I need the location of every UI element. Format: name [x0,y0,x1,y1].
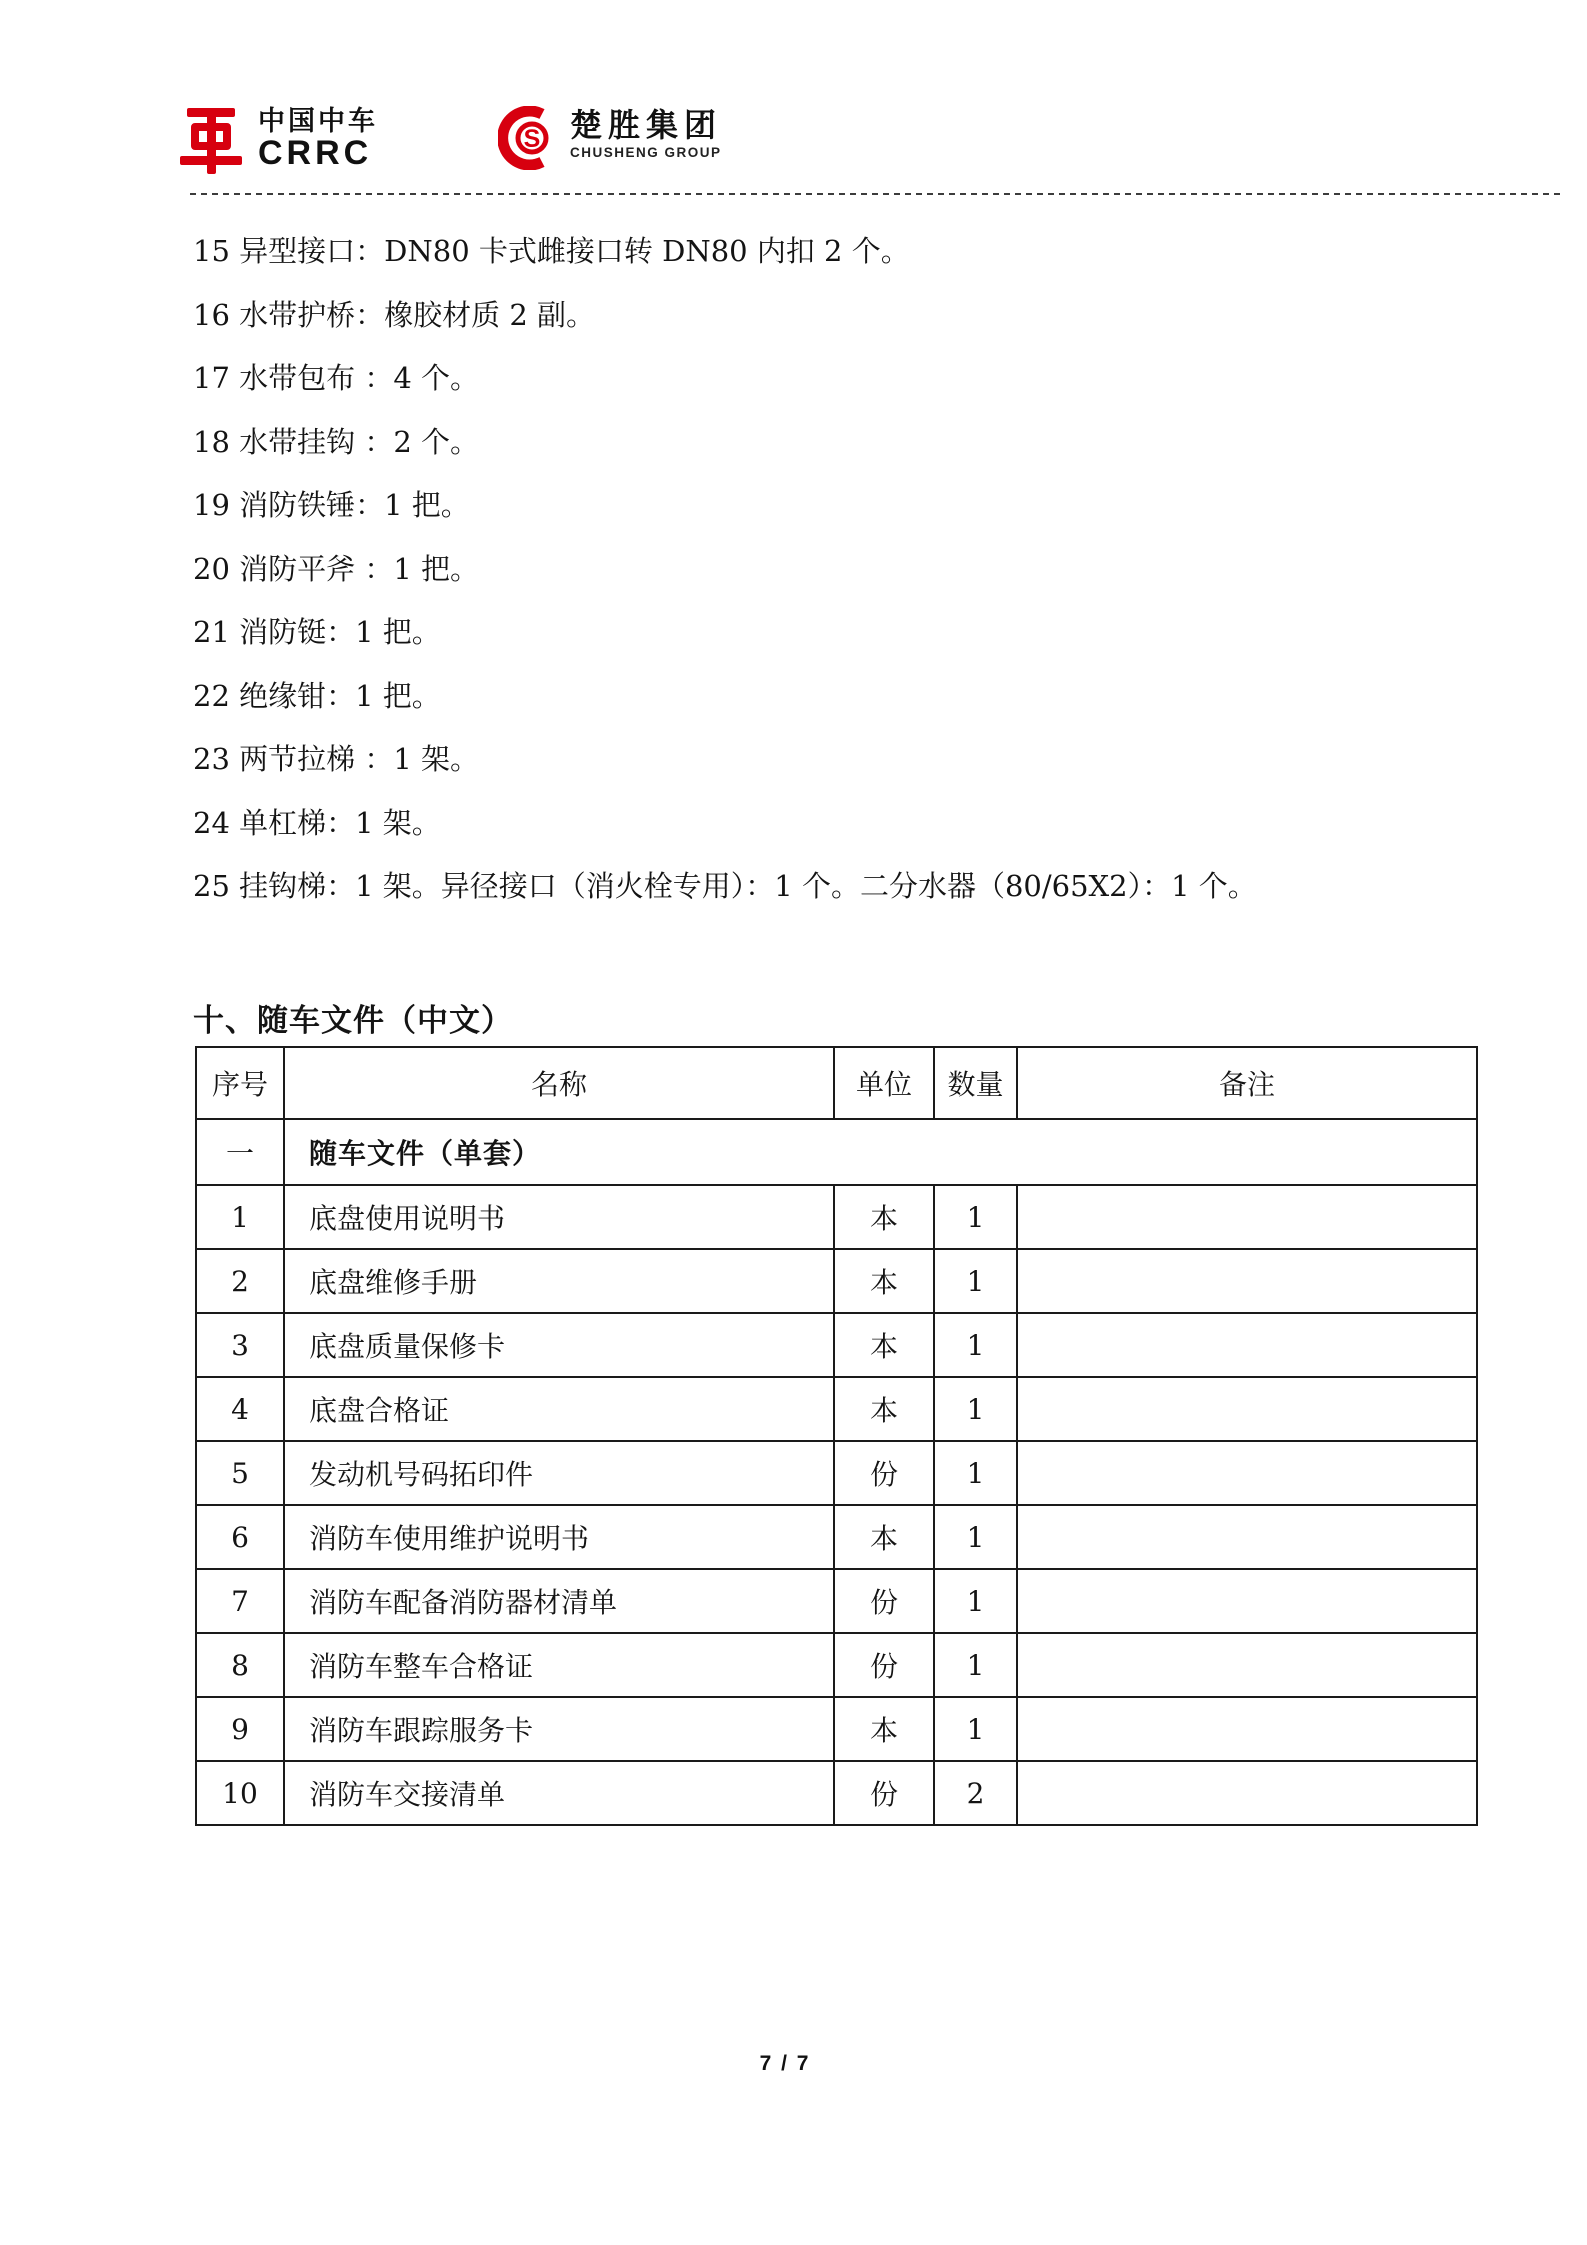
table-row [196,1761,1477,1825]
no-cell: 10 [196,1761,284,1825]
name-cell: 消防车整车合格证 [284,1633,834,1697]
unit-cell: 份 [834,1569,934,1633]
name-cell: 底盘质量保修卡 [284,1313,834,1377]
column-header-note: 备注 [1017,1047,1477,1119]
section-title: 十、随车文件（中文） [193,1003,513,1039]
unit-cell: 本 [834,1249,934,1313]
no-cell: 5 [196,1441,284,1505]
unit-cell: 本 [834,1377,934,1441]
list-item: 15 异型接口：DN80 卡式雌接口转 DN80 内扣 2 个。 [193,234,910,269]
unit-cell: 份 [834,1441,934,1505]
list-item: 22 绝缘钳：1 把。 [193,678,441,713]
name-cell: 底盘合格证 [284,1377,834,1441]
table-row [196,1185,1477,1249]
note-cell [1017,1633,1477,1697]
name-cell: 底盘维修手册 [284,1249,834,1313]
header-divider [190,193,1565,195]
note-cell [1017,1377,1477,1441]
note-cell [1017,1441,1477,1505]
list-item: 20 消防平斧 ：1 把。 [193,551,480,586]
chusheng-text [570,106,722,162]
note-cell [1017,1185,1477,1249]
unit-cell: 本 [834,1313,934,1377]
note-cell [1017,1761,1477,1825]
list-item: 24 单杠梯：1 架。 [193,805,441,840]
crrc-logo [258,106,378,170]
note-cell [1017,1697,1477,1761]
name-cell: 消防车交接清单 [284,1761,834,1825]
note-cell [1017,1249,1477,1313]
no-cell: 6 [196,1505,284,1569]
table-row [196,1697,1477,1761]
list-item: 19 消防铁锤：1 把。 [193,488,470,523]
table-header-row [196,1047,1477,1119]
chusheng-name-cn: 楚胜集团 [570,107,723,143]
unit-cell: 份 [834,1761,934,1825]
chusheng-logo [498,106,722,170]
qty-cell: 1 [934,1697,1017,1761]
unit-cell: 本 [834,1505,934,1569]
list-item: 17 水带包布 ：4 个。 [193,361,480,396]
no-cell: 7 [196,1569,284,1633]
page-header [180,106,722,178]
table-row [196,1377,1477,1441]
chusheng-logo-icon [498,106,556,170]
table-group-row [196,1119,1477,1185]
list-item: 23 两节拉梯 ：1 架。 [193,742,480,777]
note-cell [1017,1313,1477,1377]
list-item: 18 水带挂钩 ：2 个。 [193,424,480,459]
unit-cell: 本 [834,1185,934,1249]
documents-table [195,1046,1478,1826]
table-row [196,1633,1477,1697]
qty-cell: 1 [934,1569,1017,1633]
chusheng-name-en: CHUSHENG GROUP [570,145,722,160]
list-item: 21 消防铤：1 把。 [193,615,441,650]
list-item: 16 水带护桥：橡胶材质 2 副。 [193,297,596,332]
list-item: 25 挂钩梯：1 架。异径接口（消火栓专用）：1 个。二分水器（80/65X2）：1 个。 [193,869,1257,904]
no-cell: 1 [196,1185,284,1249]
qty-cell: 2 [934,1761,1017,1825]
group-no-cell: 一 [196,1119,284,1185]
no-cell: 9 [196,1697,284,1761]
table-row [196,1441,1477,1505]
name-cell: 消防车使用维护说明书 [284,1505,834,1569]
column-header-no: 序号 [196,1047,284,1119]
page-number: 7 / 7 [759,2052,811,2075]
column-header-unit: 单位 [834,1047,934,1119]
qty-cell: 1 [934,1505,1017,1569]
name-cell: 发动机号码拓印件 [284,1441,834,1505]
table-row [196,1569,1477,1633]
name-cell: 消防车配备消防器材清单 [284,1569,834,1633]
equipment-list [193,218,1493,917]
name-cell: 底盘使用说明书 [284,1185,834,1249]
table-row [196,1505,1477,1569]
qty-cell: 1 [934,1185,1017,1249]
no-cell: 3 [196,1313,284,1377]
qty-cell: 1 [934,1633,1017,1697]
table-row [196,1249,1477,1313]
column-header-qty: 数量 [934,1047,1017,1119]
crrc-name-en: CRRC [258,134,373,172]
note-cell [1017,1569,1477,1633]
qty-cell: 1 [934,1313,1017,1377]
unit-cell: 份 [834,1633,934,1697]
table-row [196,1313,1477,1377]
crrc-name-cn: 中国中车 [258,106,378,136]
name-cell: 消防车跟踪服务卡 [284,1697,834,1761]
no-cell: 2 [196,1249,284,1313]
no-cell: 4 [196,1377,284,1441]
unit-cell: 本 [834,1697,934,1761]
note-cell [1017,1505,1477,1569]
qty-cell: 1 [934,1377,1017,1441]
qty-cell: 1 [934,1441,1017,1505]
chusheng-monogram: S [523,125,541,153]
crrc-logo-icon [180,106,242,174]
column-header-name: 名称 [284,1047,834,1119]
no-cell: 8 [196,1633,284,1697]
group-name-cell: 随车文件（单套） [284,1119,1477,1185]
qty-cell: 1 [934,1249,1017,1313]
